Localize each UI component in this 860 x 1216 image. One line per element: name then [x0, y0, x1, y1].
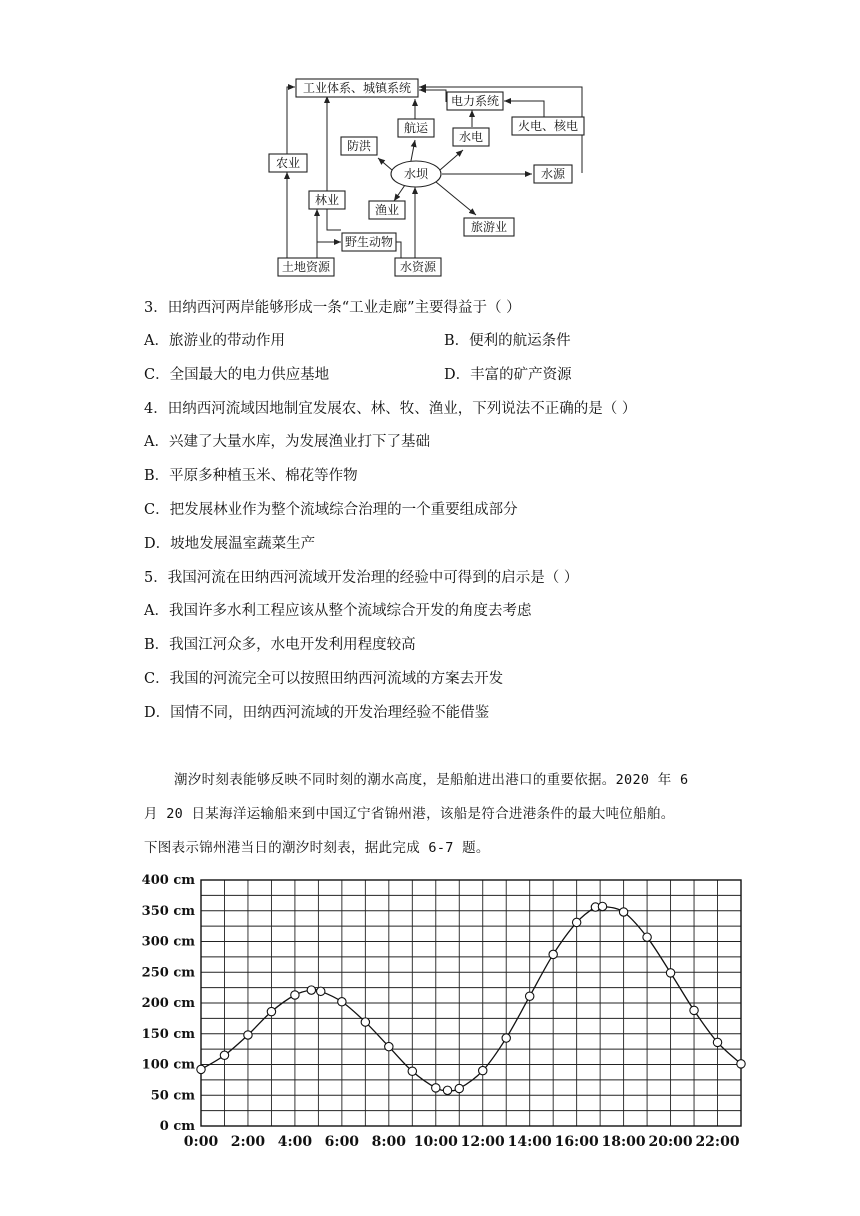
- dam-relationship-diagram: [260, 70, 600, 282]
- tide-curve: [201, 905, 741, 1090]
- diagram-node-fishery: [369, 201, 405, 219]
- tide-data-point: [572, 918, 580, 926]
- x-tick-label: 8:00: [371, 1134, 407, 1150]
- diagram-node-hydro: [453, 128, 489, 146]
- question-5-option-c[interactable]: C．我国的河流完全可以按照田纳西河流域的方案去开发: [144, 671, 504, 687]
- x-tick-label: 18:00: [601, 1134, 646, 1150]
- tide-data-point: [643, 933, 651, 941]
- svg-text:电力系统: 电力系统: [450, 94, 500, 108]
- intro-line-1: 潮汐时刻表能够反映不同时刻的潮水高度，是船舶进出港口的重要依据。2020 年 6: [174, 772, 689, 788]
- question-5-option-d[interactable]: D．国情不同，田纳西河流域的开发治理经验不能借鉴: [144, 705, 490, 721]
- tide-data-point: [737, 1060, 745, 1068]
- question-5-option-a[interactable]: A．我国许多水利工程应该从整个流域综合开发的角度去考虑: [144, 603, 532, 619]
- svg-text:防洪: 防洪: [346, 139, 372, 153]
- svg-text:火电、核电: 火电、核电: [517, 119, 579, 133]
- tide-data-point: [619, 908, 627, 916]
- tide-data-point: [598, 902, 606, 910]
- x-tick-label: 6:00: [324, 1134, 360, 1150]
- question-4-option-d[interactable]: D．坡地发展温室蔬菜生产: [144, 536, 316, 552]
- diagram-node-flood: [341, 137, 377, 155]
- question-5-stem: 5．我国河流在田纳西河流域开发治理的经验中可得到的启示是（ ）: [144, 570, 579, 586]
- tide-data-point: [455, 1084, 463, 1092]
- x-tick-label: 2:00: [230, 1134, 266, 1150]
- diagram-node-shipping: [398, 119, 434, 137]
- diagram-node-water-source: [534, 165, 572, 183]
- x-tick-label: 12:00: [460, 1134, 505, 1150]
- tide-data-point: [525, 992, 533, 1000]
- svg-text:野生动物: 野生动物: [344, 235, 394, 249]
- tide-data-point: [361, 1018, 369, 1026]
- diagram-node-wildlife: [342, 233, 396, 251]
- y-tick-label: 350 cm: [141, 903, 195, 919]
- x-tick-label: 20:00: [648, 1134, 693, 1150]
- tide-data-point: [549, 950, 557, 958]
- svg-text:水坝: 水坝: [403, 167, 429, 181]
- tide-data-point: [267, 1007, 275, 1015]
- diagram-node-dam: [391, 161, 441, 187]
- y-tick-label: 250 cm: [141, 965, 195, 981]
- tide-chart: [140, 870, 760, 1160]
- intro-line-3: 下图表示锦州港当日的潮汐时刻表，据此完成 6-7 题。: [144, 840, 490, 856]
- tide-data-point: [713, 1038, 721, 1046]
- y-tick-label: 400 cm: [141, 873, 195, 888]
- x-tick-label: 4:00: [277, 1134, 313, 1150]
- tide-data-point: [197, 1065, 205, 1073]
- diagram-node-power: [447, 92, 503, 110]
- tide-data-point: [690, 1006, 698, 1014]
- x-tick-label: 22:00: [695, 1134, 740, 1150]
- diagram-node-land: [278, 258, 334, 276]
- tide-data-point: [479, 1066, 487, 1074]
- svg-text:土地资源: 土地资源: [281, 260, 331, 274]
- diagram-node-tourism: [464, 218, 514, 236]
- intro-line-2: 月 20 日某海洋运输船来到中国辽宁省锦州港，该船是符合进港条件的最大吨位船舶。: [144, 806, 675, 822]
- svg-text:水源: 水源: [540, 167, 566, 181]
- tide-data-point: [666, 969, 674, 977]
- svg-text:工业体系、城镇系统: 工业体系、城镇系统: [302, 81, 412, 95]
- tide-data-point: [220, 1051, 228, 1059]
- y-tick-label: 50 cm: [150, 1088, 195, 1104]
- tide-data-point: [307, 986, 315, 994]
- tide-data-point: [443, 1086, 451, 1094]
- diagram-node-forestry: [309, 191, 345, 209]
- tide-data-point: [502, 1034, 510, 1042]
- svg-text:渔业: 渔业: [374, 203, 400, 217]
- y-tick-label: 100 cm: [141, 1057, 195, 1073]
- y-tick-label: 200 cm: [141, 996, 195, 1011]
- question-4-option-b[interactable]: B．平原多种植玉米、棉花等作物: [144, 468, 358, 484]
- svg-text:旅游业: 旅游业: [470, 220, 508, 234]
- question-3-option-d[interactable]: D．丰富的矿产资源: [444, 367, 572, 383]
- y-tick-label: 0 cm: [159, 1119, 195, 1134]
- y-tick-label: 300 cm: [141, 934, 195, 950]
- diagram-node-agriculture: [269, 154, 307, 172]
- tide-data-point: [432, 1084, 440, 1092]
- y-tick-label: 150 cm: [141, 1026, 195, 1042]
- tide-data-point: [317, 987, 325, 995]
- svg-text:农业: 农业: [275, 156, 301, 170]
- x-tick-label: 10:00: [413, 1134, 458, 1150]
- question-4-stem: 4．田纳西河流域因地制宜发展农、林、牧、渔业，下列说法不正确的是（ ）: [144, 401, 637, 417]
- question-4-option-a[interactable]: A．兴建了大量水库，为发展渔业打下了基础: [144, 434, 430, 450]
- tide-data-point: [291, 991, 299, 999]
- question-3-option-a[interactable]: A．旅游业的带动作用: [144, 333, 285, 349]
- x-tick-label: 14:00: [507, 1134, 552, 1150]
- question-4-option-c[interactable]: C．把发展林业作为整个流域综合治理的一个重要组成部分: [144, 502, 518, 518]
- svg-text:水资源: 水资源: [399, 260, 437, 274]
- x-tick-label: 16:00: [554, 1134, 599, 1150]
- question-3-stem: 3．田纳西河两岸能够形成一条“工业走廊”主要得益于（ ）: [144, 300, 521, 316]
- tide-data-point: [338, 998, 346, 1006]
- diagram-node-thermal: [512, 117, 584, 135]
- diagram-node-industry: [296, 79, 418, 97]
- tide-data-point: [408, 1067, 416, 1075]
- question-3-option-b[interactable]: B．便利的航运条件: [444, 333, 571, 349]
- tide-data-point: [385, 1042, 393, 1050]
- diagram-node-water-resources: [395, 258, 441, 276]
- question-3-option-c[interactable]: C．全国最大的电力供应基地: [144, 367, 330, 383]
- svg-text:航运: 航运: [403, 121, 429, 135]
- tide-data-point: [244, 1031, 252, 1039]
- question-5-option-b[interactable]: B．我国江河众多，水电开发利用程度较高: [144, 637, 416, 653]
- x-tick-label: 0:00: [183, 1134, 219, 1150]
- svg-text:水电: 水电: [458, 130, 484, 144]
- svg-text:林业: 林业: [314, 193, 340, 207]
